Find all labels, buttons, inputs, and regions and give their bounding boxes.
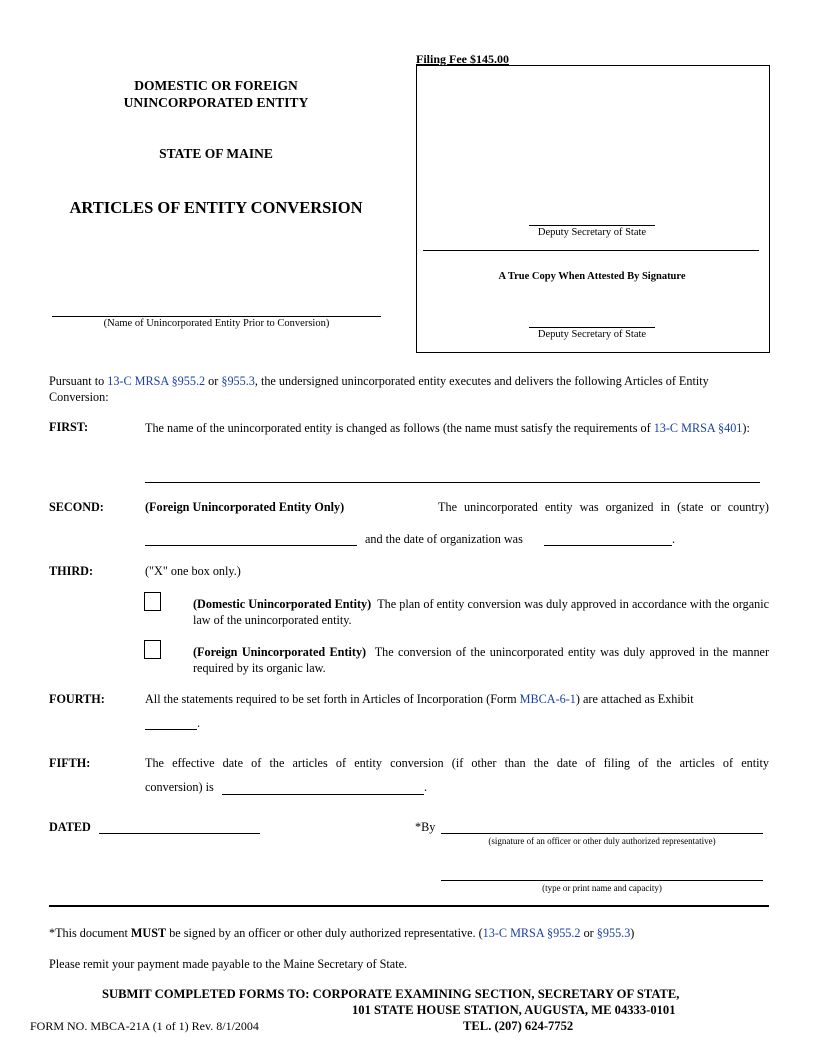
domestic-text: The plan of entity conversion was duly approved in accordance with the organic law of the unincorporated entity. — [193, 597, 770, 627]
state-heading: STATE OF MAINE — [159, 146, 273, 161]
organization-date-line[interactable] — [544, 545, 672, 546]
note-pre: *This document — [49, 926, 131, 940]
third-instruction: ("X" one box only.) — [145, 564, 241, 578]
note-must: MUST — [130, 926, 167, 940]
fifth-text-2: conversion) is — [145, 780, 214, 794]
form-number: FORM NO. MBCA-21A (1 of 1) Rev. 8/1/2004 — [30, 1019, 259, 1033]
third-label: THIRD: — [49, 564, 94, 578]
statute-link-955-2[interactable]: 13-C MRSA §955.2 — [107, 374, 206, 388]
name-prior-line[interactable] — [52, 316, 381, 317]
submit-address-line2: 101 STATE HOUSE STATION, AUGUSTA, ME 04333-0101 — [352, 1003, 676, 1017]
new-name-line[interactable] — [145, 482, 760, 483]
fourth-body — [145, 692, 694, 707]
signature-note — [49, 926, 769, 941]
domestic-qualifier: (Domestic Unincorporated Entity) — [193, 597, 372, 611]
note-or: or — [580, 926, 597, 940]
second-text — [145, 500, 769, 515]
footer-divider — [49, 905, 769, 907]
submit-address-line1: SUBMIT COMPLETED FORMS TO: CORPORATE EXAMINING SECTION, SECRETARY OF STATE, — [102, 987, 680, 1001]
footer-statute-link-955-2[interactable]: 13-C MRSA §955.2 — [482, 926, 581, 940]
foreign-checkbox[interactable] — [144, 640, 161, 659]
fourth-label: FOURTH: — [49, 692, 105, 706]
fourth-body-start: All the statements required to be set forth in Articles of Incorporation (Form — [145, 692, 520, 706]
fifth-period: . — [424, 780, 428, 794]
domestic-checkbox[interactable] — [144, 592, 161, 611]
telephone: TEL. (207) 624-7752 — [463, 1019, 574, 1033]
note-mid: be signed by an officer or other duly authorized representative. ( — [166, 926, 483, 940]
exhibit-line[interactable] — [145, 729, 197, 730]
third-option-domestic — [193, 596, 769, 628]
printed-name-caption: (type or print name and capacity) — [542, 883, 662, 893]
deputy-signature-line-2 — [529, 327, 655, 328]
exhibit-period: . — [197, 716, 201, 730]
form-header — [60, 77, 372, 111]
foreign-qualifier: (Foreign Unincorporated Entity) — [193, 645, 367, 659]
printed-name-line[interactable] — [441, 880, 763, 881]
deputy-signature-line-1 — [529, 225, 655, 226]
first-end: ): — [742, 421, 750, 435]
first-label: FIRST: — [49, 420, 89, 434]
filing-fee-label: Filing Fee $145.00 — [416, 52, 509, 66]
name-prior-caption: (Name of Unincorporated Entity Prior to Conversion) — [103, 318, 330, 329]
fifth-text: The effective date of the articles of entity conversion (if other than the date of filing of the articles of entity — [145, 756, 769, 770]
signature-caption: (signature of an officer or other duly authorized representative) — [488, 836, 716, 846]
state-country-line[interactable] — [145, 545, 357, 546]
header-title-line1: DOMESTIC OR FOREIGN — [134, 78, 298, 93]
statute-link-401[interactable]: 13-C MRSA §401 — [653, 421, 743, 435]
deputy-caption-2: Deputy Secretary of State — [537, 329, 647, 340]
dated-label: DATED — [49, 820, 91, 834]
second-date-text: and the date of organization was — [365, 532, 523, 546]
header-title-line2: UNINCORPORATED ENTITY — [123, 95, 309, 110]
fourth-text — [145, 692, 769, 707]
statute-link-955-3[interactable]: §955.3 — [221, 374, 255, 388]
intro-paragraph — [49, 373, 769, 405]
intro-text-end: , the undersigned unincorporated entity executes and delivers the following Articles of Entity Conversion: — [49, 374, 709, 404]
form-link-mbca-6-1[interactable]: MBCA-6-1 — [519, 692, 576, 706]
remit-note: Please remit your payment made payable to the Maine Secretary of State. — [49, 957, 408, 971]
third-option-foreign — [193, 644, 769, 676]
foreign-text: The conversion of the unincorporated entity was duly approved in the manner required by its organic law. — [193, 645, 770, 675]
intro-or: or — [205, 374, 222, 388]
first-text — [145, 420, 769, 436]
first-body: The name of the unincorporated entity is changed as follows (the name must satisfy the requirements of — [145, 421, 654, 435]
fourth-body-end: ) are attached as Exhibit — [575, 692, 694, 706]
second-body: The unincorporated entity was organized in (state or country) — [438, 500, 769, 514]
intro-text: Pursuant to — [49, 374, 108, 388]
dated-line[interactable] — [99, 833, 260, 834]
page-title: ARTICLES OF ENTITY CONVERSION — [69, 198, 363, 217]
footer-statute-link-955-3[interactable]: §955.3 — [596, 926, 631, 940]
filing-box-divider — [423, 250, 759, 251]
second-qualifier: (Foreign Unincorporated Entity Only) — [145, 500, 345, 514]
second-label: SECOND: — [49, 500, 104, 514]
filing-box — [416, 65, 770, 353]
by-label: *By — [415, 820, 436, 834]
note-end: ) — [630, 926, 635, 940]
effective-date-line[interactable] — [222, 794, 424, 795]
signature-line[interactable] — [441, 833, 763, 834]
second-period: . — [672, 532, 676, 546]
fifth-label: FIFTH: — [49, 756, 91, 770]
true-copy-label: A True Copy When Attested By Signature — [498, 271, 686, 282]
deputy-caption-1: Deputy Secretary of State — [537, 227, 647, 238]
